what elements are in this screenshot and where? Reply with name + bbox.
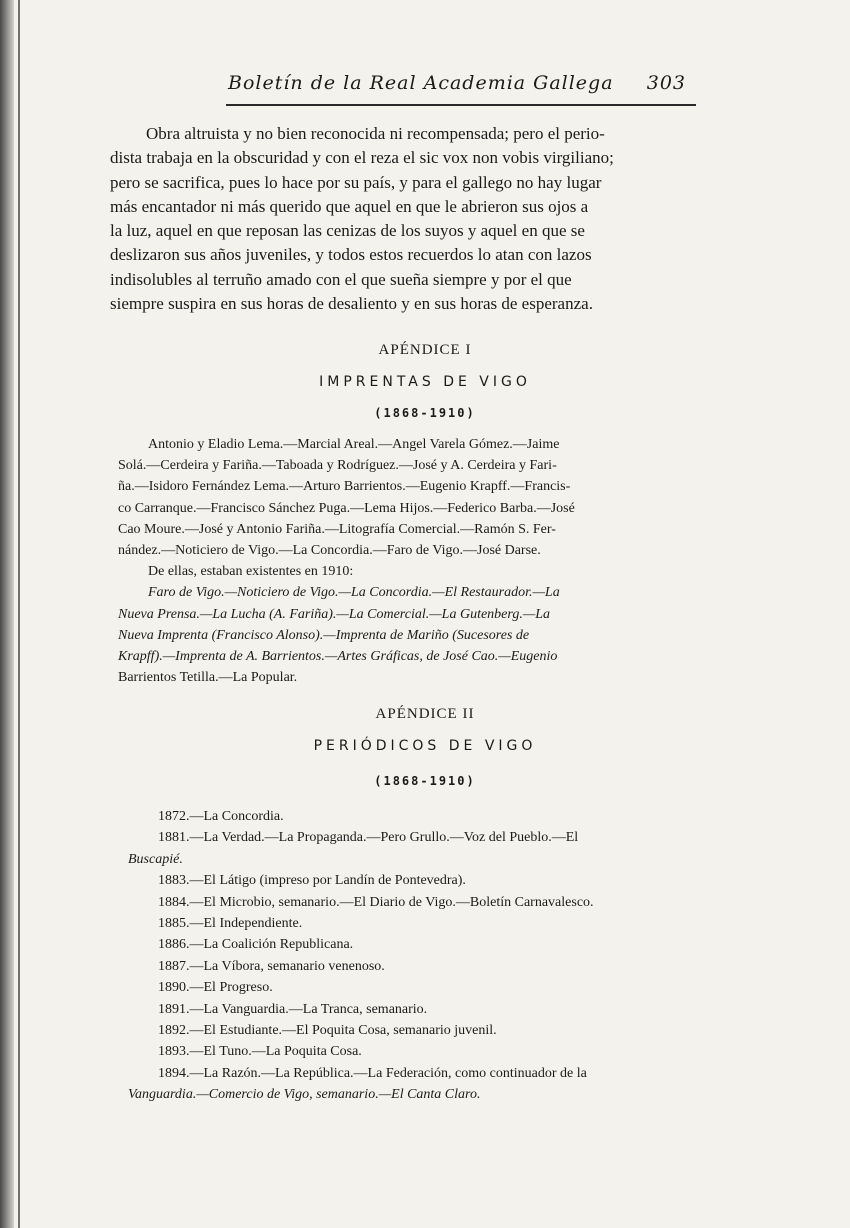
list-item: Vanguardia.—Comercio de Vigo, semanario.—El Canta Claro.	[128, 1087, 481, 1103]
appendix-1-title: IMPRENTAS DE VIGO	[319, 374, 531, 390]
text-line: Antonio y Eladio Lema.—Marcial Areal.—Angel Varela Gómez.—Jaime	[148, 437, 560, 452]
list-item: 1893.—El Tuno.—La Poquita Cosa.	[158, 1044, 362, 1060]
text-line: Nueva Imprenta (Francisco Alonso).—Imprenta de Mariño (Sucesores de	[118, 627, 530, 643]
text-line: nández.—Noticiero de Vigo.—La Concordia.—Faro de Vigo.—José Darse.	[118, 543, 541, 559]
intro-paragraph	[110, 122, 710, 316]
book-binding-edge	[0, 0, 14, 1228]
text-line: Krapff).—Imprenta de A. Barrientos.—Artes Gráficas, de José Cao.—Eugenio	[118, 649, 558, 665]
text-line: dista trabaja en la obscuridad y con el reza el sic vox non vobis virgiliano;	[110, 148, 614, 168]
text-line: co Carranque.—Francisco Sánchez Puga.—Lema Hijos.—Federico Barba.—José	[118, 500, 575, 516]
list-item: 1891.—La Vanguardia.—La Tranca, semanario.	[158, 1001, 428, 1017]
text-line: ña.—Isidoro Fernández Lema.—Arturo Barrientos.—Eugenio Krapff.—Francis-	[118, 479, 571, 495]
list-item: 1884.—El Microbio, semanario.—El Diario de Vigo.—Boletín Carnavalesco.	[158, 894, 594, 910]
appendix-2-years: (1868-1910)	[374, 774, 476, 788]
text-line: De ellas, estaban existentes en 1910:	[148, 564, 354, 580]
list-item: 1872.—La Concordia.	[158, 809, 284, 824]
text-line: Nueva Prensa.—La Lucha (A. Fariña).—La Comercial.—La Gutenberg.—La	[118, 606, 551, 622]
header-title: Boletín de la Real Academia Gallega	[228, 72, 614, 94]
appendix-1-body	[118, 434, 718, 688]
text-line: Faro de Vigo.—Noticiero de Vigo.—La Concordia.—El Restaurador.—La	[148, 585, 560, 601]
list-item: 1892.—El Estudiante.—El Poquita Cosa, semanario juvenil.	[158, 1023, 497, 1039]
header-rule	[226, 104, 696, 106]
text-line: Solá.—Cerdeira y Fariña.—Taboada y Rodríguez.—José y A. Cerdeira y Fari-	[118, 458, 557, 474]
appendix-2-body	[128, 806, 728, 1106]
appendix-1-label: APÉNDICE I	[378, 342, 472, 358]
appendix-2-title: PERIÓDICOS DE VIGO	[313, 738, 537, 754]
text-line: Barrientos Tetilla.—La Popular.	[118, 670, 298, 686]
page-number: 303	[646, 72, 686, 94]
running-header	[228, 72, 688, 102]
text-line: la luz, aquel en que reposan las cenizas de los suyos y aquel en que se	[110, 221, 585, 241]
binding-margin-line	[18, 0, 20, 1228]
list-item: 1885.—El Independiente.	[158, 916, 303, 932]
text-line: Obra altruista y no bien reconocida ni recompensada; pero el perio-	[146, 124, 605, 143]
list-item: 1881.—La Verdad.—La Propaganda.—Pero Grullo.—Voz del Pueblo.—El	[158, 830, 579, 846]
text-line: pero se sacrifica, pues lo hace por su país, y para el gallego no hay lugar	[110, 172, 602, 192]
list-item: Buscapié.	[128, 851, 183, 867]
appendix-2-label: APÉNDICE II	[375, 706, 475, 722]
list-item: 1887.—La Víbora, semanario venenoso.	[158, 958, 385, 974]
list-item: 1890.—El Progreso.	[158, 980, 273, 996]
appendix-1-years: (1868-1910)	[374, 406, 476, 420]
text-line: siempre suspira en sus horas de desaliento y en sus horas de esperanza.	[110, 294, 593, 314]
list-item: 1883.—El Látigo (impreso por Landín de Pontevedra).	[158, 873, 466, 889]
text-line: deslizaron sus años juveniles, y todos estos recuerdos lo atan con lazos	[110, 245, 592, 265]
list-item: 1886.—La Coalición Republicana.	[158, 937, 354, 953]
text-line: indisolubles al terruño amado con el que sueña siempre y por el que	[110, 269, 572, 289]
text-line: más encantador ni más querido que aquel en que le abrieron sus ojos a	[110, 196, 589, 216]
list-item: 1894.—La Razón.—La República.—La Federación, como continuador de la	[158, 1065, 587, 1081]
text-line: Cao Moure.—José y Antonio Fariña.—Litografía Comercial.—Ramón S. Fer-	[118, 521, 556, 537]
